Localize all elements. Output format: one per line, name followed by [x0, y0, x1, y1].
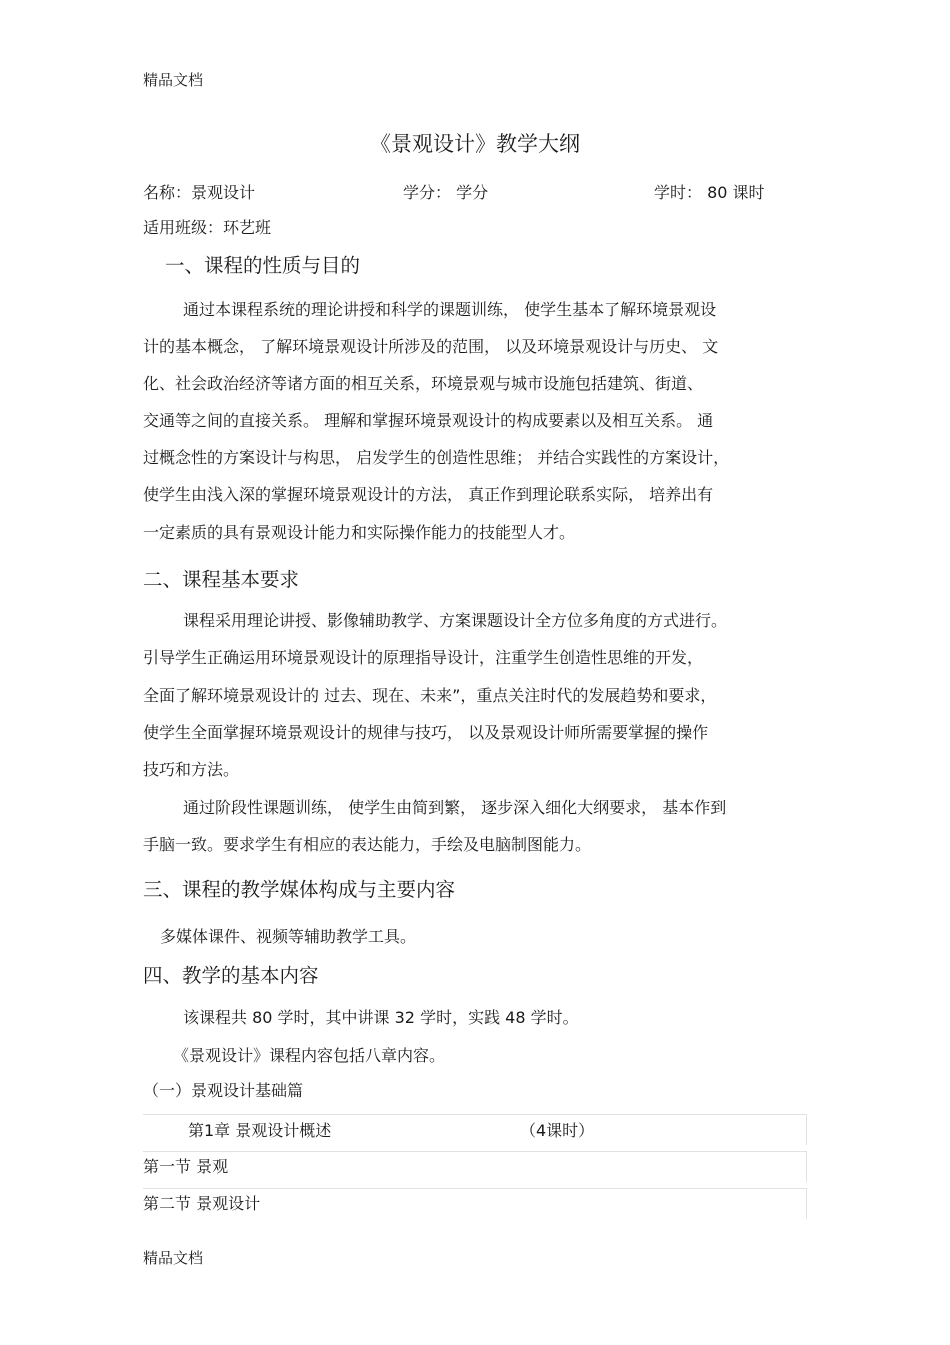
course-class: 适用班级：环艺班: [143, 218, 272, 237]
paragraph-line: 手脑一致。要求学生有相应的表达能力，手绘及电脑制图能力。: [143, 835, 592, 854]
paragraph-line: 交通等之间的直接关系。 理解和掌握环境景观设计的构成要素以及相互关系。 通: [143, 411, 714, 430]
paragraph-line: 全面了解环境景观设计的 过去、现在、未来”，重点关注时代的发展趋势和要求，: [143, 686, 717, 705]
paragraph-line: 技巧和方法。: [143, 760, 240, 779]
paragraph-line: 引导学生正确运用环境景观设计的原理指导设计，注重学生创造性思维的开发，: [143, 648, 704, 667]
paragraph-line: 通过阶段性课题训练， 使学生由简到繁， 逐步深入细化大纲要求， 基本作到: [183, 798, 727, 817]
table-row: [143, 1151, 807, 1182]
paragraph-line: 该课程共 80 学时，其中讲课 32 学时，实践 48 学时。: [183, 1008, 579, 1027]
course-name: 名称：景观设计: [143, 183, 256, 202]
paragraph-line: 计的基本概念， 了解环境景观设计所涉及的范围， 以及环境景观设计与历史、 文: [143, 337, 719, 356]
paragraph-line: 过概念性的方案设计与构思， 启发学生的创造性思维； 并结合实践性的方案设计，: [143, 448, 730, 467]
table-cell: 第二节 景观设计: [143, 1194, 261, 1213]
course-hours: 学时： 80 课时: [654, 183, 765, 202]
document-title: 《景观设计》教学大纲: [370, 132, 580, 156]
paragraph-line: 使学生由浅入深的掌握环境景观设计的方法， 真正作到理论联系实际， 培养出有: [143, 485, 714, 504]
paragraph-line: 使学生全面掌握环境景观设计的规律与技巧， 以及景观设计师所需要掌握的操作: [143, 723, 709, 742]
paragraph-line: 一定素质的具有景观设计能力和实际操作能力的技能型人才。: [143, 523, 576, 542]
paragraph-line: 《景观设计》课程内容包括八章内容。: [173, 1046, 446, 1065]
section-heading: 四、教学的基本内容: [143, 964, 319, 987]
section-heading: 三、课程的教学媒体构成与主要内容: [143, 878, 456, 901]
page-header: 精品文档: [143, 71, 204, 89]
paragraph-line: 化、社会政治经济等诸方面的相互关系，环境景观与城市设施包括建筑、街道、: [143, 374, 704, 393]
chapter-title: 第1章 景观设计概述: [188, 1121, 332, 1140]
chapter-hours: （4课时）: [520, 1121, 595, 1140]
paragraph-line: 多媒体课件、视频等辅助教学工具。: [160, 927, 417, 946]
section-heading: 二、课程基本要求: [143, 568, 300, 591]
table-cell: 第一节 景观: [143, 1157, 229, 1176]
course-credit: 学分： 学分: [403, 183, 489, 202]
page-footer: 精品文档: [143, 1249, 204, 1267]
paragraph-line: 课程采用理论讲授、影像辅助教学、方案课题设计全方位多角度的方式进行。: [183, 611, 728, 630]
subsection-heading: （一）景观设计基础篇: [143, 1081, 304, 1100]
paragraph-line: 通过本课程系统的理论讲授和科学的课题训练， 使学生基本了解环境景观设: [183, 300, 717, 319]
section-heading: 一、课程的性质与目的: [165, 254, 361, 277]
